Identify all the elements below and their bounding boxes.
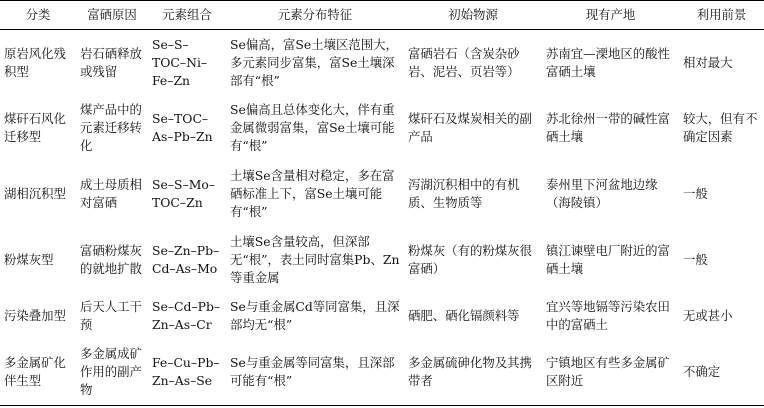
table-row — [0, 293, 764, 340]
cell-location: 宁镇地区有些多金属矿区附近 — [542, 340, 679, 406]
cell-elements: Fe–Cu–Pb–Zn–As–Se — [148, 340, 226, 406]
cell-cause: 多金属成矿作用的副产物 — [76, 340, 148, 406]
cell-source: 粉煤灰（有的粉煤灰很富硒） — [408, 242, 532, 276]
cell-prospect: 一般 — [683, 186, 708, 202]
cell-location: 镇江谏壁电厂附近的富硒土壤 — [546, 242, 670, 276]
cell-distribution: 土壤Se含量较高，但深部无“根”，表土同时富集Pb、Zn等重金属 — [230, 233, 400, 285]
cell-prospect: 一般 — [683, 251, 708, 267]
header-source: 初始物源 — [404, 1, 542, 30]
cell-cause: 后天人工干预 — [80, 299, 142, 333]
header-elements: 元素组合 — [148, 1, 226, 30]
cell-distribution: Se偏高，富Se土壤区范围大，多元素同步富集，富Se土壤深部有“根” — [230, 36, 398, 88]
cell-category: 污染叠加型 — [4, 308, 66, 324]
cell-category: 煤矸石风化迁移型 — [4, 111, 66, 145]
table-row — [0, 95, 764, 161]
cell-category: 粉煤灰型 — [4, 251, 54, 267]
cell-prospect: 相对最大 — [683, 54, 733, 70]
table-row — [0, 227, 764, 293]
cell-source: 硒肥、硒化镉颜料等 — [408, 308, 520, 324]
cell-category: 湖相沉积型 — [4, 186, 66, 202]
cell-cause: 富硒粉煤灰的就地扩散 — [80, 242, 142, 276]
header-location: 现有产地 — [542, 1, 679, 30]
cell-category: 原岩风化残积型 — [4, 45, 66, 79]
cell-cause: 煤产品中的元素迁移转化 — [80, 102, 142, 154]
table-header-row — [0, 1, 764, 30]
cell-elements: Se–TOC–As–Pb–Zn — [152, 111, 213, 145]
cell-location: 泰州里下河盆地边缘（海陵镇） — [546, 177, 658, 211]
cell-cause: 岩石硒释放或残留 — [80, 45, 142, 79]
cell-prospect: 较大，但有不确定因素 — [683, 111, 758, 145]
cell-distribution: Se偏高且总体变化大，伴有重金属微弱富集，富Se土壤可能有“根” — [230, 102, 395, 154]
table-row — [0, 340, 764, 406]
table-row — [0, 30, 764, 96]
cell-source: 多金属硫砷化物及其携带者 — [404, 340, 542, 406]
cell-elements: Se–Cd–Pb–Zn–As–Cr — [152, 299, 221, 333]
cell-elements: Se–Zn–Pb–Cd–As–Mo — [152, 242, 220, 276]
cell-location: 苏南宜—溧地区的酸性富硒土壤 — [546, 45, 670, 79]
cell-cause: 成土母质相对富硒 — [80, 177, 142, 211]
cell-location: 苏北徐州一带的碱性富硒土壤 — [546, 111, 670, 145]
cell-category: 多金属矿化伴生型 — [0, 340, 76, 406]
header-prospect: 利用前景 — [679, 1, 764, 30]
cell-prospect: 无或甚小 — [683, 308, 733, 324]
header-cause: 富硒原因 — [76, 1, 148, 30]
cell-distribution: 土壤Se含量相对稳定，多在富硒标准上下，富Se土壤可能有“根” — [230, 168, 395, 220]
cell-source: 富硒岩石（含炭杂砂岩、泥岩、页岩等） — [408, 45, 520, 79]
cell-source: 泻湖沉积相中的有机质、生物质等 — [408, 177, 520, 211]
cell-elements: Se–S–TOC–Ni–Fe–Zn — [152, 36, 208, 88]
table-row — [0, 161, 764, 227]
header-distribution: 元素分布特征 — [226, 1, 404, 30]
header-category: 分类 — [0, 1, 76, 30]
cell-distribution: Se与重金属Cd等同富集，且深部均无“根” — [230, 299, 400, 333]
cell-location: 宜兴等地镉等污染农田中的富硒土 — [546, 299, 670, 333]
cell-source: 煤矸石及煤炭相关的副产品 — [408, 111, 532, 145]
cell-prospect: 不确定 — [679, 340, 764, 406]
cell-elements: Se–S–Mo–TOC–Zn — [152, 177, 216, 211]
cell-distribution: Se与重金属等同富集，且深部可能有“根” — [226, 340, 404, 406]
